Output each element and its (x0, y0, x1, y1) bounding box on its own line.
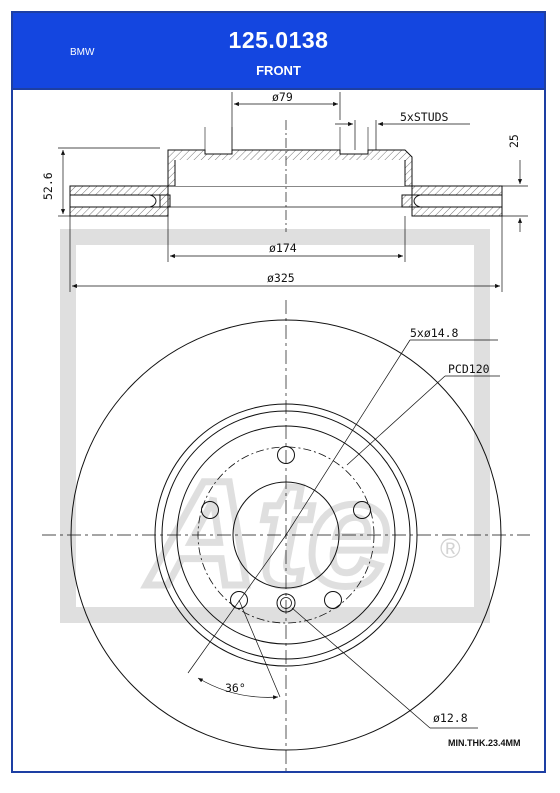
registered-mark: ® (440, 533, 461, 564)
side-section-view (70, 120, 502, 232)
bolt-angle-label: 36° (225, 681, 246, 695)
small-hole-label: ø12.8 (433, 711, 468, 725)
outer-diameter-label: ø325 (267, 271, 295, 285)
position-label: FRONT (256, 63, 301, 78)
part-number: 125.0138 (228, 27, 329, 53)
min-thickness-label: MIN.THK.23.4MM (448, 738, 521, 748)
studs-label: 5xSTUDS (400, 110, 449, 124)
pcd-label: PCD120 (448, 362, 490, 376)
brand-label: BMW (70, 47, 95, 58)
height-label: 52.6 (41, 172, 55, 200)
hat-diameter-label: ø174 (269, 241, 297, 255)
hub-bore-label: ø79 (272, 90, 293, 104)
thickness-label: 25 (507, 134, 521, 148)
bolt-holes-label: 5xø14.8 (410, 326, 459, 340)
logo-text: Ate (149, 449, 391, 617)
